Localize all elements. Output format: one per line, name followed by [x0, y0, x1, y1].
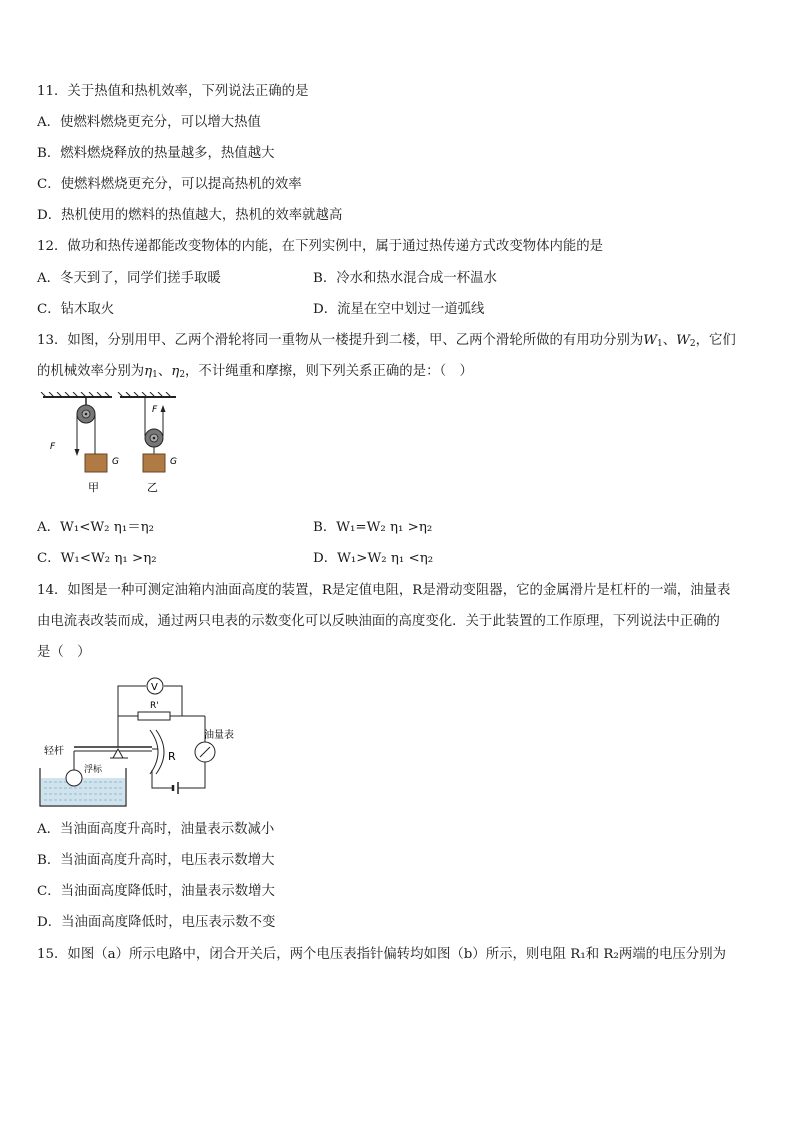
rheostat [150, 730, 176, 774]
q11-option-d[interactable]: D．热机使用的燃料的热值越大，热机的效率就越高 [37, 208, 343, 223]
ceiling-yi [118, 392, 176, 397]
q14-option-b[interactable]: B．当油面高度升高时，电压表示数增大 [37, 853, 275, 868]
fixed-resistor [138, 701, 170, 720]
q13-option-c[interactable]: C．W₁<W₂ η₁ >η₂ [37, 551, 157, 566]
label-F-yi: F [152, 405, 158, 415]
q14-option-c[interactable]: C．当油面高度降低时，油量表示数增大 [37, 884, 275, 899]
fixed-pulley-jia [75, 397, 108, 472]
lever-label: 轻杆 [44, 746, 64, 757]
q11-option-b[interactable]: B．燃料燃烧释放的热量越多，热值越大 [37, 146, 275, 161]
q13-option-d[interactable]: D．W₁>W₂ η₁ <η₂ [313, 551, 434, 566]
label-jia: 甲 [88, 481, 99, 494]
fixed-resistor-label: R' [150, 701, 159, 711]
q14-stem-line3: 是（ ） [37, 645, 91, 660]
q11-option-c[interactable]: C．使燃料燃烧更充分，可以提高热机的效率 [37, 177, 302, 192]
q13-stem-text: 13．如图，分别用甲、乙两个滑轮将同一重物从一楼提升到二楼，甲、乙两个滑轮所做的有用功分别为 [37, 333, 644, 348]
q14-option-d[interactable]: D．当油面高度降低时，电压表示数不变 [37, 915, 276, 930]
q13-stem-text-end: ，它们 [695, 333, 736, 348]
float-label: 浮标 [84, 765, 103, 775]
q11-stem: 11．关于热值和热机效率，下列说法正确的是 [37, 84, 309, 99]
q14-stem-line2: 由电流表改装而成，通过两只电表的示数变化可以反映油面的高度变化．关于此装置的工作原理，下列说法中正确的 [37, 614, 720, 629]
label-G-jia: G [112, 457, 119, 467]
q13-stem2-text: 的机械效率分别为 [37, 364, 145, 379]
q12-option-c[interactable]: C．钻木取火 [37, 302, 115, 317]
q13-stem-line2: 的机械效率分别为$\eta_1$、$\eta_2$，不计绳重和摩擦，则下列关系正确的是：（ ） [37, 364, 473, 380]
label-F-jia: F [50, 442, 56, 452]
oil-gauge-circuit-figure [38, 672, 258, 812]
q13-stem-line1: 13．如图，分别用甲、乙两个滑轮将同一重物从一楼提升到二楼，甲、乙两个滑轮所做的有用功分别为$W_1$、$W_2$，它们 [37, 333, 736, 349]
q13-option-b[interactable]: B．W₁=W₂ η₁ >η₂ [313, 520, 433, 535]
voltmeter-label: V [151, 682, 158, 693]
q12-option-b[interactable]: B．冷水和热水混合成一杯温水 [313, 271, 497, 286]
q14-option-a[interactable]: A．当油面高度升高时，油量表示数减小 [37, 822, 275, 837]
q11-option-a[interactable]: A．使燃料燃烧更充分，可以增大热值 [37, 115, 261, 130]
q14-stem-line1: 14．如图是一种可测定油箱内油面高度的装置，R是定值电阻，R是滑动变阻器，它的金属滑片是杠杆的一端，油量表 [37, 583, 731, 598]
q15-stem: 15．如图（a）所示电路中，闭合开关后，两个电压表指针偏转均如图（b）所示，则电阻 R₁和 R₂两端的电压分别为 [37, 947, 726, 962]
oil-tank [40, 751, 126, 806]
battery [173, 782, 178, 794]
rheostat-label: R [168, 750, 176, 763]
q12-option-a[interactable]: A．冬天到了，同学们搓手取暖 [37, 271, 221, 286]
q13-stem2-text-end: ，不计绳重和摩擦，则下列关系正确的是：（ ） [185, 364, 473, 379]
ceiling-jia [41, 392, 112, 397]
oil-meter [195, 728, 234, 762]
label-G-yi: G [170, 457, 177, 467]
oil-meter-label: 油量表 [204, 730, 234, 741]
q12-option-d[interactable]: D．流星在空中划过一道弧线 [313, 302, 485, 317]
q13-option-a[interactable]: A．W₁<W₂ η₁＝η₂ [37, 520, 154, 535]
label-yi: 乙 [147, 481, 158, 494]
lever [44, 716, 158, 758]
q12-stem: 12．做功和热传递都能改变物体的内能，在下列实例中，属于通过热传递方式改变物体内能的是 [37, 239, 604, 254]
voltmeter [147, 678, 163, 694]
pulley-figure [40, 392, 200, 502]
